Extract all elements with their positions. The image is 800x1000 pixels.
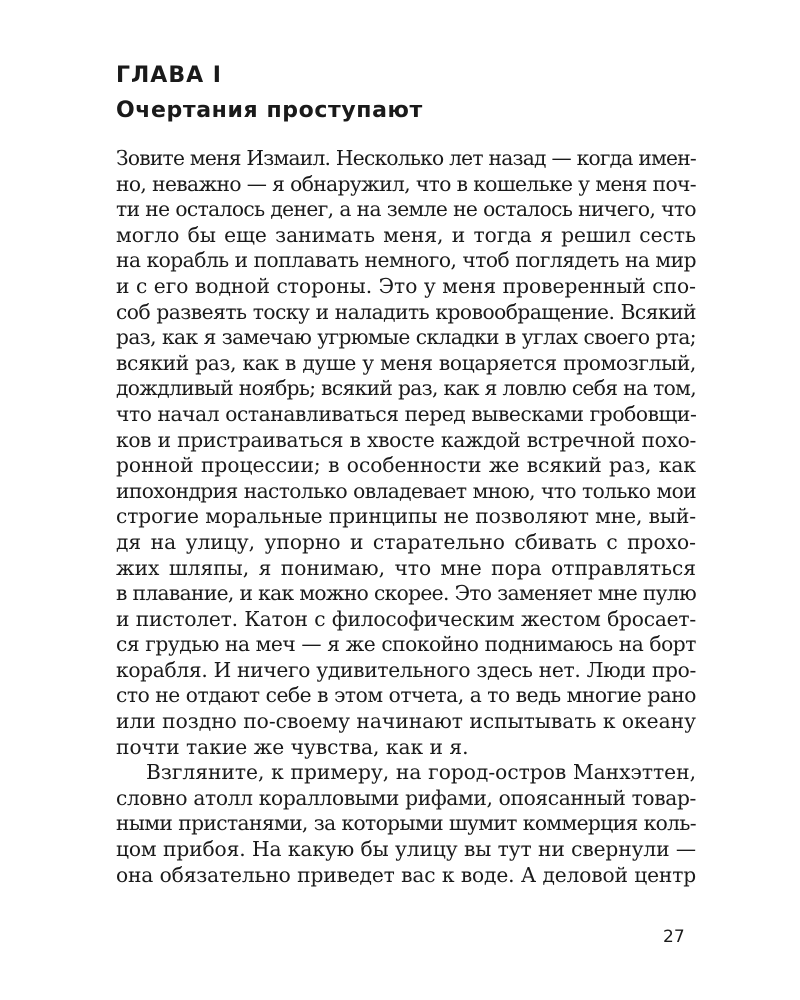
chapter-title: Очертания проступают	[116, 98, 423, 123]
text-line: почти такие же чувства, как и я.	[116, 734, 469, 759]
text-line: Зовите меня Измаил. Несколько лет назад — когда имен-	[116, 146, 696, 170]
paragraph	[116, 146, 696, 760]
text-line: словно атолл коралловыми рифами, опоясанный товар-	[116, 785, 696, 810]
text-line: ся грудью на меч — я же спокойно поднимаюсь на борт	[116, 632, 696, 657]
text-line: на корабль и поплавать немного, чтоб поглядеть на мир	[116, 248, 696, 273]
text-line: строгие моральные принципы не позволяют мне, вый-	[116, 504, 696, 529]
text-line: раз, как я замечаю угрюмые складки в углах своего рта;	[116, 325, 696, 350]
text-line: в плавание, и как можно скорее. Это заменяет мне пулю	[116, 581, 696, 606]
text-line: цом прибоя. На какую бы улицу вы тут ни свернули —	[116, 837, 696, 862]
text-line: ипохондрия настолько овладевает мною, что только мои	[116, 478, 696, 503]
text-line: корабля. И ничего удивительного здесь нет. Люди про-	[116, 657, 696, 682]
text-line: дя на улицу, упорно и старательно сбивать с прохо-	[116, 529, 696, 554]
body-text	[116, 146, 696, 888]
text-line: ными пристанями, за которыми шумит коммерция коль-	[116, 811, 696, 836]
text-line: жих шляпы, я понимаю, что мне пора отправляться	[116, 555, 696, 580]
text-line: она обязательно приведет вас к воде. А деловой центр	[116, 862, 696, 887]
text-line: ронной процессии; в особенности же всякий раз, как	[116, 453, 696, 478]
text-line: ти не осталось денег, а на земле не осталось ничего, что	[116, 197, 696, 222]
text-line: что начал останавливаться перед вывесками гробовщи-	[116, 401, 697, 426]
text-line: соб развеять тоску и наладить кровообращение. Всякий	[116, 299, 696, 324]
text-line: ков и пристраиваться в хвосте каждой встречной похо-	[116, 427, 696, 452]
text-line: могло бы еще занимать меня, и тогда я решил сесть	[116, 222, 696, 247]
text-line: и пистолет. Катон с философическим жестом бросает-	[116, 606, 696, 631]
text-line: или поздно по-своему начинают испытывать к океану	[116, 709, 696, 734]
chapter-label: ГЛАВА I	[116, 63, 222, 88]
text-line: и с его водной стороны. Это у меня проверенный спо-	[116, 273, 696, 298]
text-line: всякий раз, как в душе у меня воцаряется промозглый,	[116, 350, 696, 375]
paragraph	[116, 760, 696, 888]
text-line: но, неважно — я обнаружил, что в кошельке у меня поч-	[116, 171, 696, 196]
text-line: сто не отдают себе в этом отчета, а то ведь многие рано	[116, 683, 696, 708]
page-number: 27	[663, 927, 685, 947]
text-line: Взгляните, к примеру, на город-остров Манхэттен,	[146, 760, 696, 785]
text-line: дождливый ноябрь; всякий раз, как я ловлю себя на том,	[116, 376, 696, 401]
